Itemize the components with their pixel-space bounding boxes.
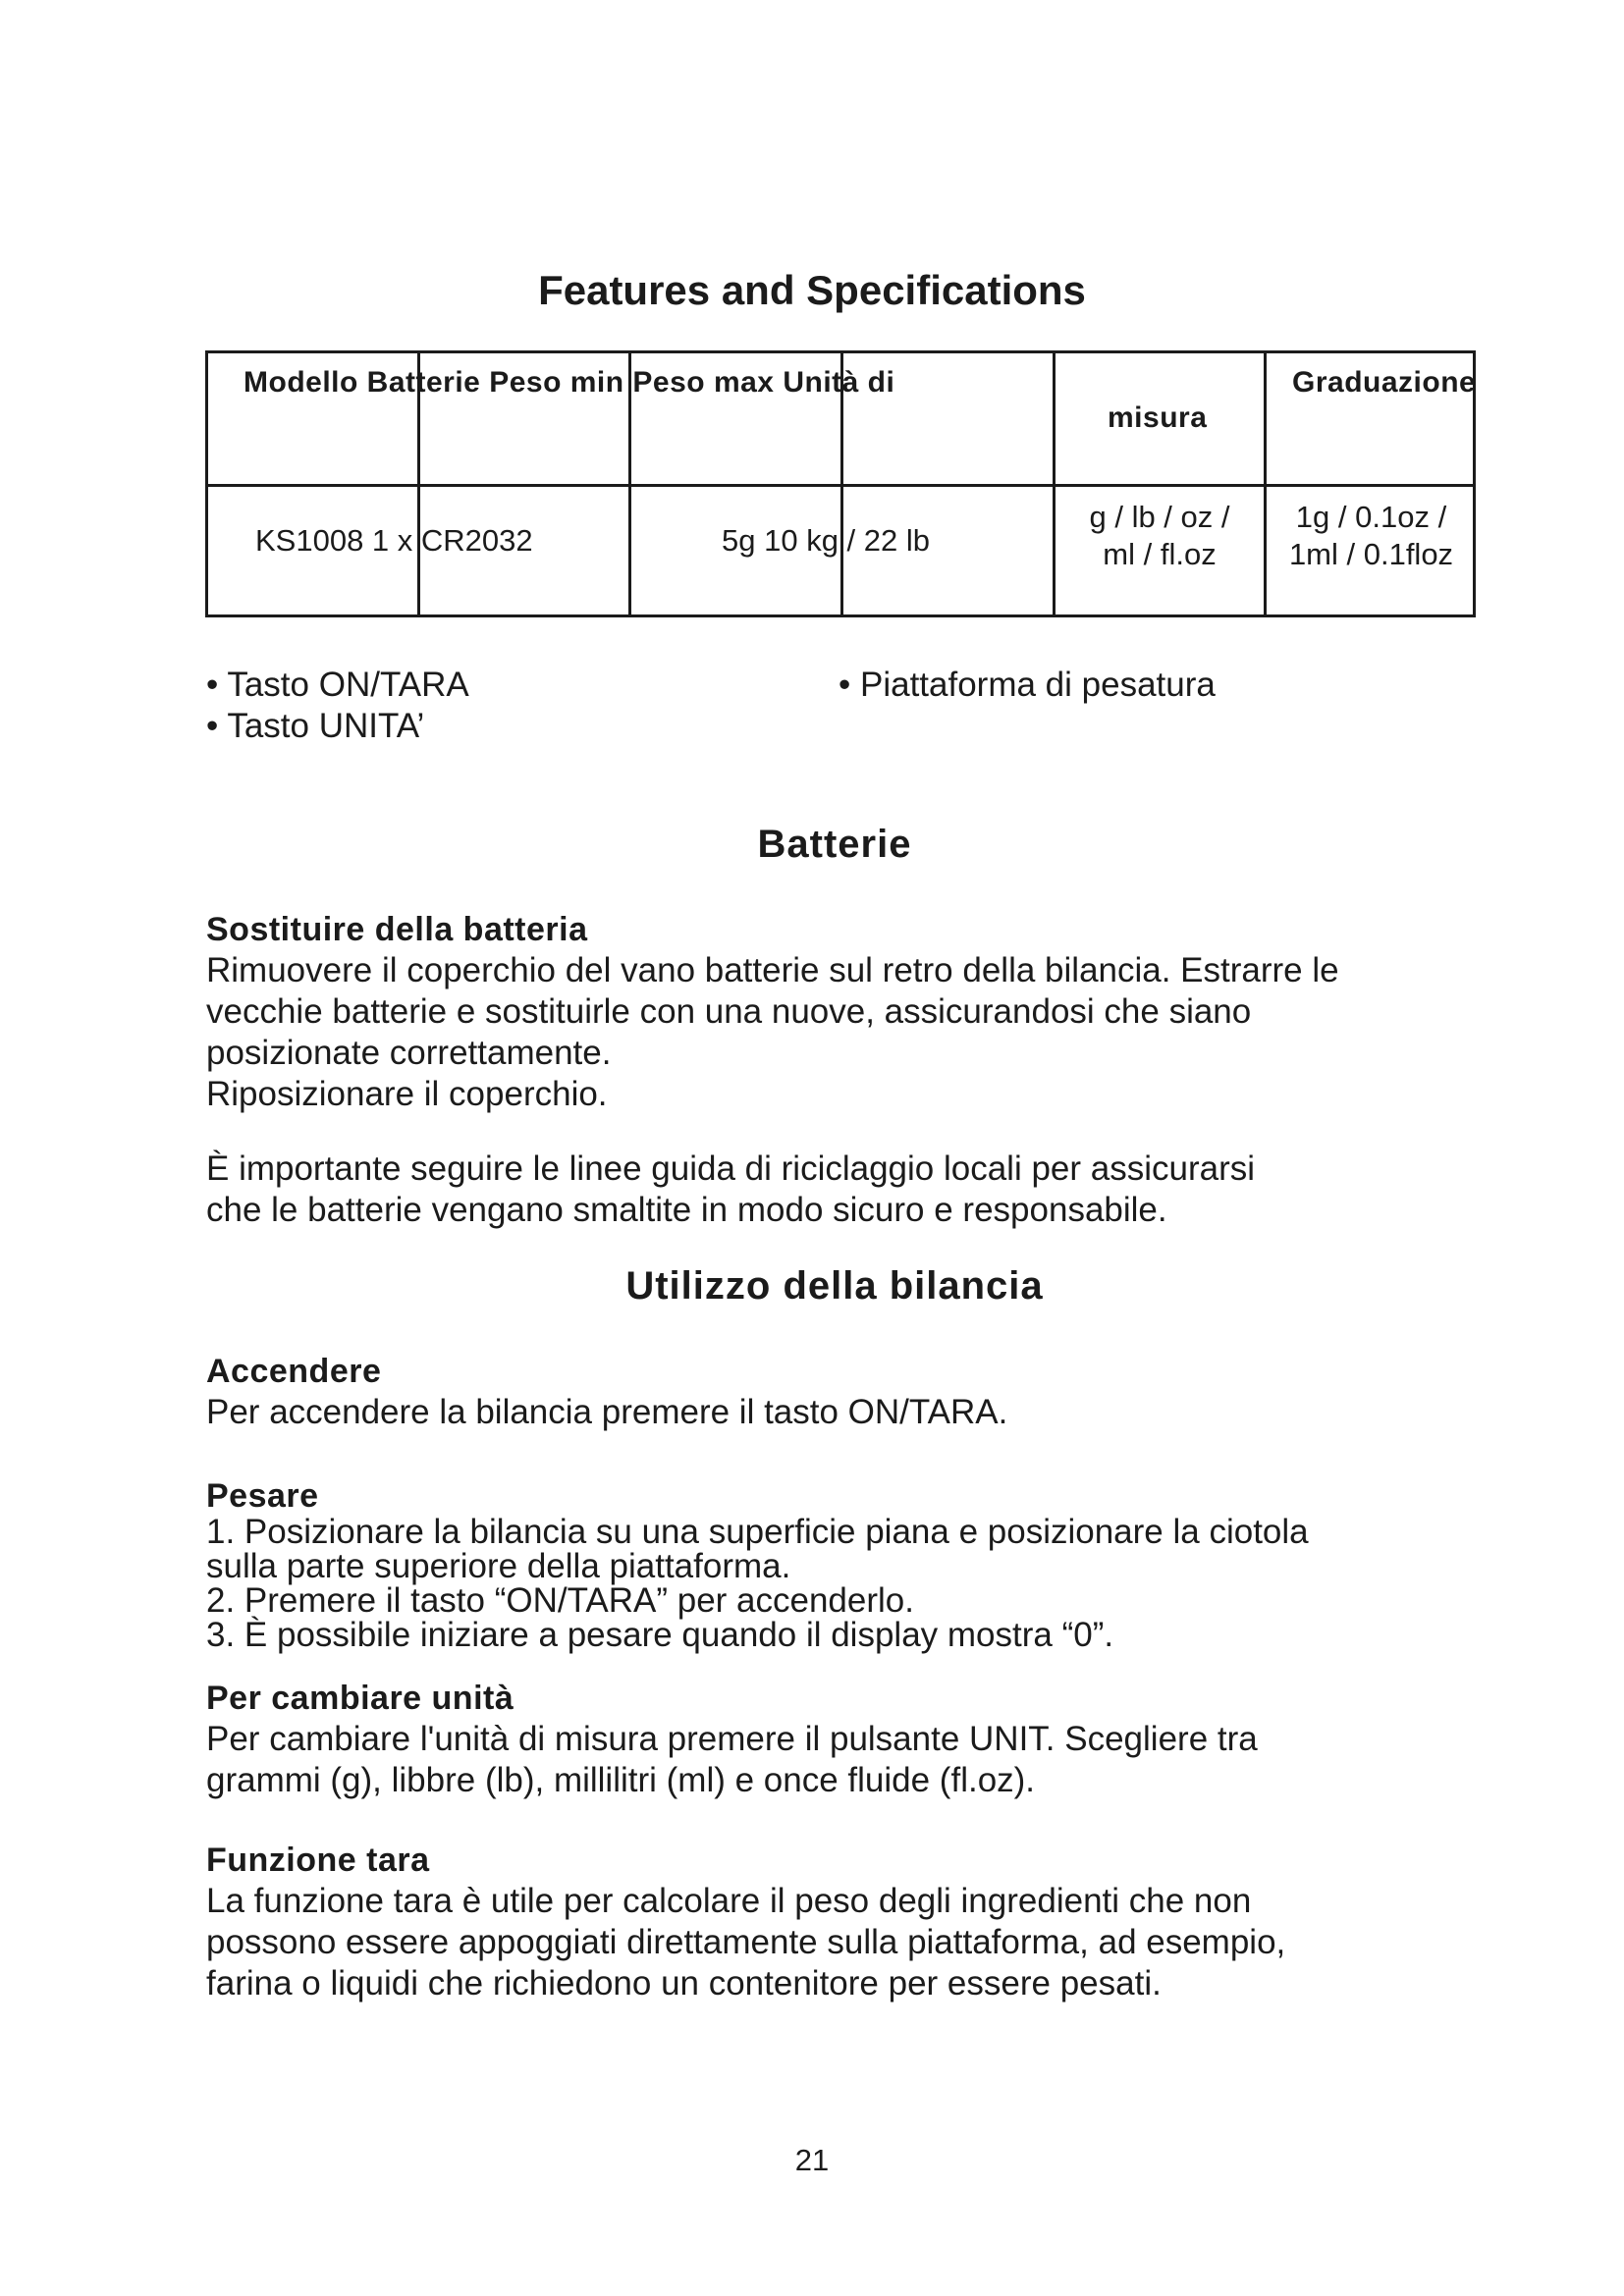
section-heading-usage: Utilizzo della bilancia — [625, 1264, 1044, 1308]
text-line: La funzione tara è utile per calcolare il peso degli ingredienti che non — [206, 1882, 1252, 1920]
text-line: 2. Premere il tasto “ON/TARA” per accenderlo. — [206, 1581, 914, 1620]
subheading-change-unit: Per cambiare unità — [206, 1680, 514, 1717]
table-header-misura: misura — [1108, 401, 1208, 434]
table-cell-graduation — [1267, 499, 1476, 573]
text-line: Per accendere la bilancia premere il tasto ON/TARA. — [206, 1393, 1008, 1431]
text-line: vecchie batterie e sostituirle con una nuove, assicurandosi che siano — [206, 992, 1252, 1031]
table-header-main: Modello Batterie Peso min Peso max Unità di — [244, 366, 895, 399]
text-line: farina o liquidi che richiedono un contenitore per essere pesati. — [206, 1964, 1162, 2002]
table-header-graduazione: Graduazione — [1292, 366, 1477, 399]
text-line: grammi (g), libbre (lb), millilitri (ml) e once fluide (fl.oz). — [206, 1761, 1036, 1799]
page-title: Features and Specifications — [538, 267, 1086, 313]
table-cell-line: 1ml / 0.1floz — [1288, 537, 1454, 571]
text-line: Rimuovere il coperchio del vano batterie sul retro della bilancia. Estrarre le — [206, 951, 1339, 989]
power-on-text — [206, 1392, 1483, 1433]
bullet-item: • Tasto UNITA’ — [206, 707, 425, 745]
spec-table — [205, 350, 1476, 617]
text-line: Per cambiare l'unità di misura premere il pulsante UNIT. Scegliere tra — [206, 1720, 1258, 1758]
bullet-item: • Piattaforma di pesatura — [839, 666, 1216, 704]
recycling-paragraph — [206, 1148, 1483, 1231]
text-line: sulla parte superiore della piattaforma. — [206, 1547, 791, 1585]
table-cell-line: 1g / 0.1oz / — [1295, 500, 1447, 534]
table-cell-model-battery: KS1008 1 x CR2032 — [255, 523, 533, 558]
table-cell-line: g / lb / oz / — [1089, 500, 1230, 534]
text-line: 3. È possibile iniziare a pesare quando il display mostra “0”. — [206, 1616, 1114, 1654]
subheading-tare-function: Funzione tara — [206, 1842, 430, 1879]
subheading-replace-battery: Sostituire della batteria — [206, 911, 588, 948]
text-line: che le batterie vengano smaltite in modo sicuro e responsabile. — [206, 1191, 1167, 1229]
table-cell-units — [1056, 499, 1264, 573]
text-line: 1. Posizionare la bilancia su una superficie piana e posizionare la ciotola — [206, 1513, 1309, 1551]
text-line: È importante seguire le linee guida di riciclaggio locali per assicurarsi — [206, 1149, 1256, 1188]
text-line: possono essere appoggiati direttamente sulla piattaforma, ad esempio, — [206, 1923, 1286, 1961]
subheading-power-on: Accendere — [206, 1353, 382, 1390]
table-cell-min-max: 5g 10 kg / 22 lb — [722, 523, 930, 558]
bullet-item: • Tasto ON/TARA — [206, 666, 469, 704]
section-heading-batterie: Batterie — [757, 823, 912, 866]
table-cell-line: ml / fl.oz — [1103, 537, 1217, 571]
table-row-divider — [208, 484, 1473, 487]
text-line: posizionate correttamente. — [206, 1034, 612, 1072]
battery-paragraph — [206, 950, 1483, 1115]
tare-function-text — [206, 1881, 1483, 2004]
page-number: 21 — [794, 2143, 830, 2177]
text-line: Riposizionare il coperchio. — [206, 1075, 608, 1113]
subheading-weighing: Pesare — [206, 1477, 319, 1515]
change-unit-text — [206, 1719, 1483, 1801]
weighing-steps — [206, 1515, 1483, 1652]
